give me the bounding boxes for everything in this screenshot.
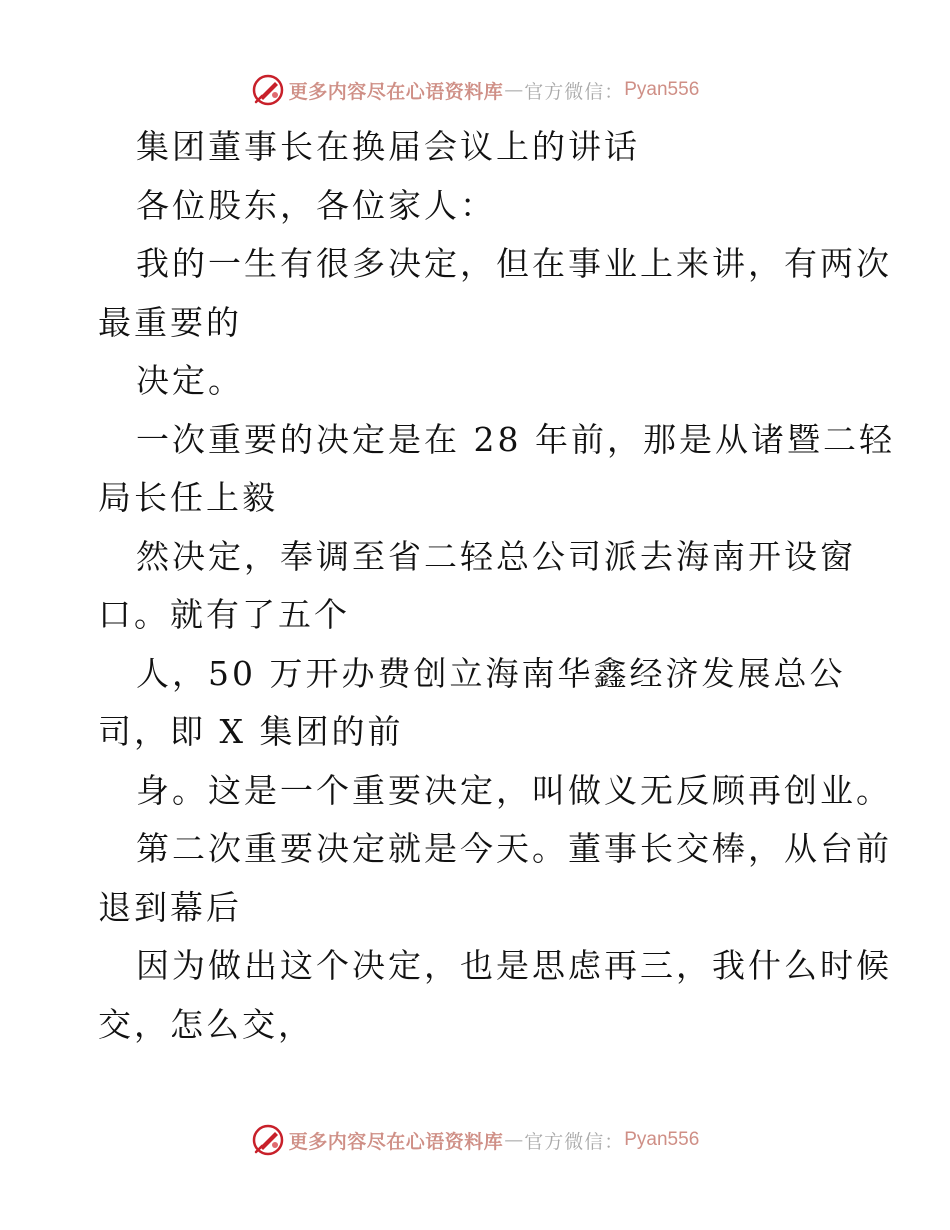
quill-seal-icon [251, 73, 285, 107]
paragraph-line: 司，即 X 集团的前 [98, 712, 404, 751]
footer-watermark [0, 1120, 950, 1160]
document-body [98, 118, 895, 1054]
paragraph-line: 退到幕后 [98, 887, 242, 927]
header-dash: — [504, 79, 524, 101]
paragraph-line: 交，怎么交， [98, 1004, 314, 1044]
header-slogan: 更多内容尽在心语资料库 [288, 80, 504, 103]
salutation: 各位股东，各位家人： [136, 185, 496, 225]
paragraph-line: 人，50 万开办费创立海南华鑫经济发展总公 [136, 653, 846, 693]
paragraph-line: 口。就有了五个 [98, 595, 350, 634]
footer-wechat-id: Pyan556 [624, 1129, 700, 1150]
paragraph-line: 我的一生有很多决定，但在事业上来讲，有两次 [136, 244, 892, 283]
paragraph-line: 最重要的 [98, 302, 242, 342]
paragraph-line: 因为做出这个决定，也是思虑再三，我什么时候 [136, 946, 892, 985]
footer-dash: — [504, 1129, 524, 1151]
footer-wechat-label: 官方微信： [524, 1130, 625, 1153]
header-wechat-id: Pyan556 [624, 79, 700, 100]
paragraph-line: 决定。 [136, 361, 244, 400]
header-wechat-label: 官方微信： [524, 80, 625, 103]
paragraph-line: 身。这是一个重要决定，叫做义无反顾再创业。 [136, 770, 892, 810]
paragraph-line: 局长任上毅 [98, 478, 278, 517]
header-watermark [0, 70, 950, 110]
paragraph-line: 一次重要的决定是在 28 年前，那是从诸暨二轻 [136, 419, 895, 459]
paragraph-line: 然决定，奉调至省二轻总公司派去海南开设窗 [136, 536, 856, 576]
document-title: 集团董事长在换届会议上的讲话 [136, 127, 640, 166]
paragraph-line: 第二次重要决定就是今天。董事长交棒，从台前 [136, 829, 892, 868]
quill-seal-icon [251, 1123, 285, 1157]
footer-slogan: 更多内容尽在心语资料库 [288, 1130, 504, 1153]
